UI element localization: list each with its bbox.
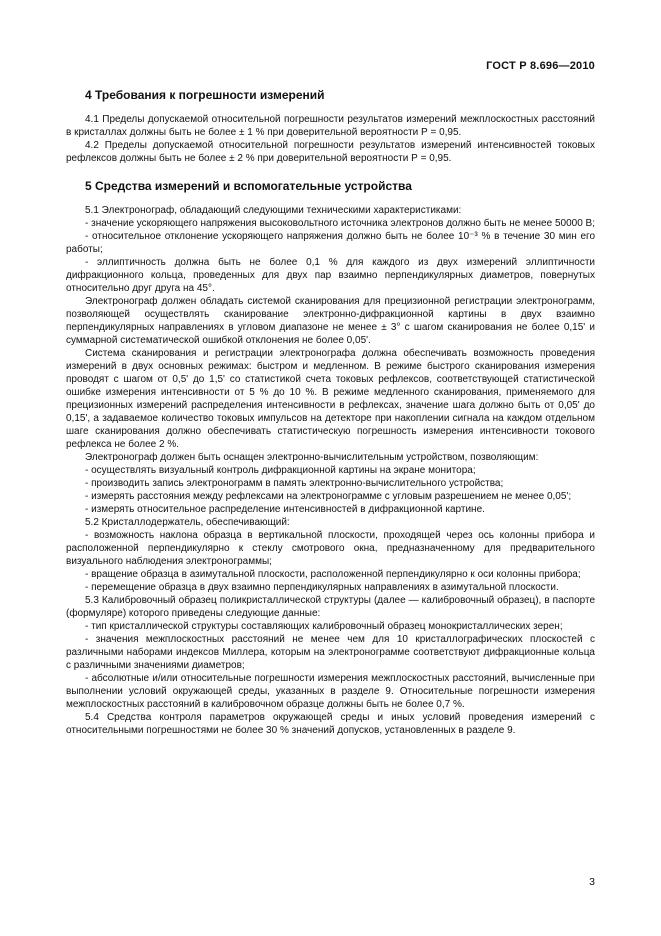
section-5-title: 5 Средства измерений и вспомогательные устройства <box>85 179 412 193</box>
paragraph-5-2: 5.2 Кристаллодержатель, обеспечивающий: <box>85 517 290 528</box>
section-4-title: 4 Требования к погрешности измерений <box>85 88 325 102</box>
list-item: - тип кристаллической структуры составляющих калибровочный образец монокристаллических зерен; <box>85 621 563 632</box>
paragraph-computer-device: Электронограф должен быть оснащен электронно-вычислительным устройством, позволяющим: <box>85 452 539 463</box>
list-item: - измерять относительное распределение интенсивностей в дифракционной картине. <box>85 504 485 515</box>
list-item: - измерять расстояния между рефлексами на электронограмме с угловым разрешением не менее 0,05'; <box>85 491 572 502</box>
list-item: - производить запись электронограмм в память электронно-вычислительного устройства; <box>85 478 504 489</box>
list-item: - вращение образца в азимутальной плоскости, расположенной перпендикулярно к оси колонны прибора; <box>85 569 581 580</box>
list-item: - перемещение образца в двух взаимно перпендикулярных направлениях в азимутальной плоскости. <box>85 582 559 593</box>
paragraph-scanning-modes: Система сканирования и регистрации электронографа должна обеспечивать возможность проведения измерений в двух основных режимах: быстром и медленном. В режиме быстрого сканирования измерения проводят с шагом от 0,5' до 1,5' со статистикой счета токовых рефлексов, соответствующей статистической ошибке измерения интенсивности от 5 % до 10 %. В режиме медленного сканирования, применяемого для прецизионных измерений распределения интенсивности в рефлексах, значение шага должно быть от 0,05' до 0,15', а задаваемое количество токовых импульсов на детекторе при накоплении сигнала на каждом отдельном шаге сканирования должно обеспечивать статистическую погрешность измерения интенсивности токового рефлекса не более 2 %. <box>66 348 595 450</box>
paragraph-5-1: 5.1 Электронограф, обладающий следующими техническими характеристиками: <box>85 205 462 216</box>
doc-number: ГОСТ Р 8.696—2010 <box>486 60 595 72</box>
page-number: 3 <box>589 876 595 888</box>
paragraph-4-2: 4.2 Пределы допускаемой относительной погрешности результатов измерений интенсивностей токовых рефлексов должны быть не более ± 2 % при доверительной вероятности Р = 0,95. <box>66 140 595 164</box>
paragraph-5-3: 5.3 Калибровочный образец поликристаллической структуры (далее — калибровочный образец), в паспорте (формуляре) которого приведены следующие данные: <box>66 595 595 619</box>
list-item: - относительное отклонение ускоряющего напряжения должно быть не более 10⁻³ % в течение 30 мин его работы; <box>66 231 595 255</box>
paragraph-4-1: 4.1 Пределы допускаемой относительной погрешности результатов измерений межплоскостных расстояний в кристаллах должны быть не более ± 1 % при доверительной вероятности Р = 0,95. <box>66 114 595 138</box>
list-item: - значение ускоряющего напряжения высоковольтного источника электронов должно быть не менее 50000 В; <box>85 218 595 229</box>
paragraph-scanning-system: Электронограф должен обладать системой сканирования для прецизионной регистрации электронограмм, позволяющей осуществлять сканирование электронно-дифракционной картины в двух взаимно перпендикулярных направлениях в угловом диапазоне не менее ± 3° с шагом сканирования не более 0,15' и суммарной систематической ошибкой отклонения не более 0,05'. <box>66 296 595 346</box>
list-item: - эллиптичность должна быть не более 0,1 % для каждого из двух измерений эллиптичности дифракционного кольца, проведенных для двух пар взаимно перпендикулярных диаметров, повернутых относительно друг друга на 45°. <box>66 257 595 294</box>
list-item: - абсолютные и/или относительные погрешности измерения межплоскостных расстояний, вычисленные при выполнении условий окружающей среды, указанных в разделе 9. Относительные погрешности измерения межплоскостных расстояний в калибровочном образце должны быть не более 0,7 %. <box>66 673 595 710</box>
list-item: - возможность наклона образца в вертикальной плоскости, проходящей через ось колонны прибора и расположенной перпендикулярно к стеклу смотрового окна, предназначенному для предварительного визуального наблюдения электронограммы; <box>66 530 595 567</box>
list-item: - осуществлять визуальный контроль дифракционной картины на экране монитора; <box>85 465 476 476</box>
list-item: - значения межплоскостных расстояний не менее чем для 10 кристаллографических плоскостей с различными наборами индексов Миллера, которым на электронограмме соответствуют дифракционные кольца с различными значениями диаметров; <box>66 634 595 671</box>
paragraph-5-4: 5.4 Средства контроля параметров окружающей среды и иных условий проведения измерений с относительными погрешностями не более 30 % значений допусков, установленных в разделе 9. <box>66 712 595 736</box>
